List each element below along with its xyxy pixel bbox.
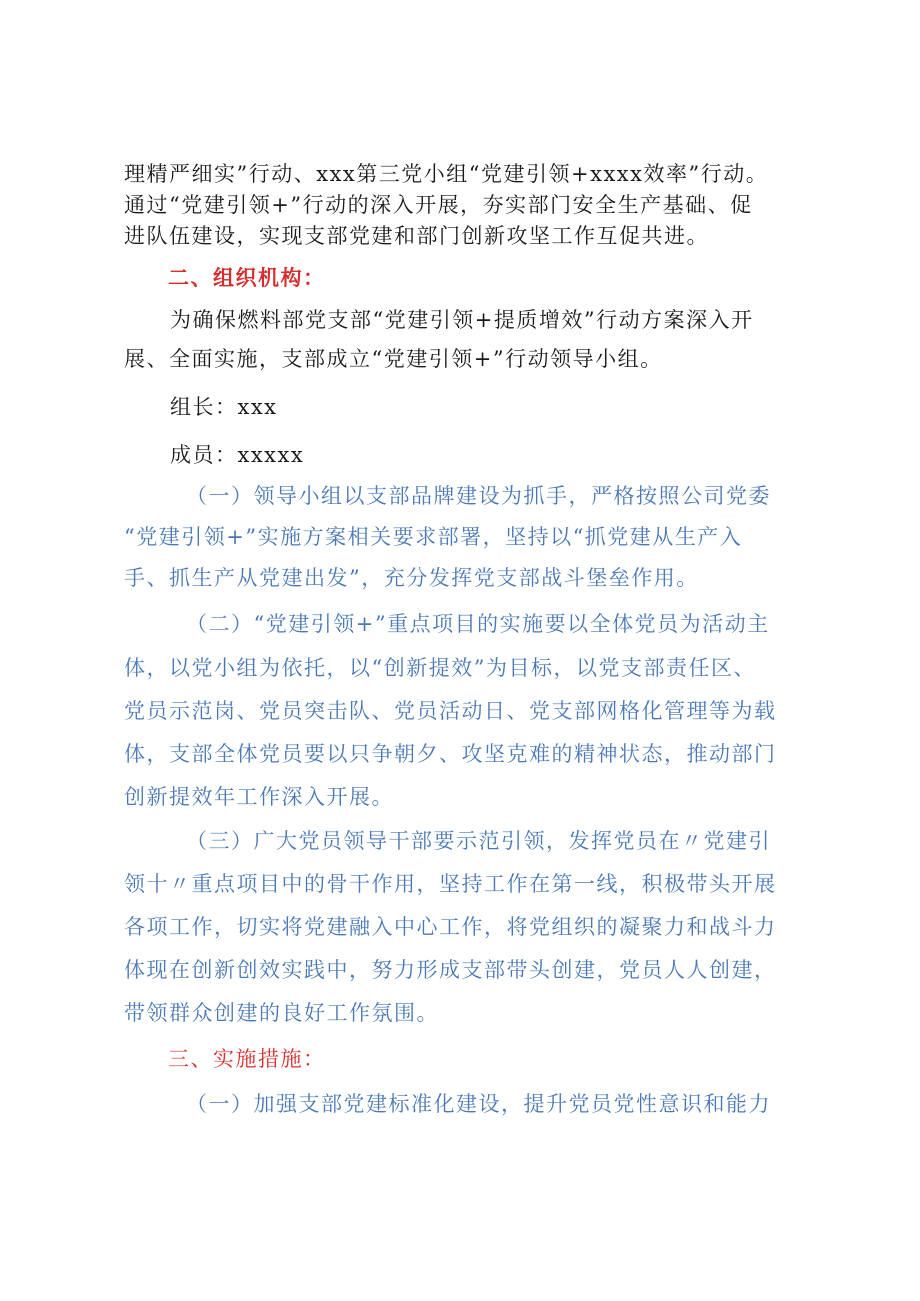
org-item-3-line-5: 带领群众创建的良好工作氛围。 — [124, 1001, 439, 1025]
intro-line-1: 理精严细实”行动、xxx第三党小组“党建引领+xxxx效率”行动。 — [124, 162, 769, 186]
org-item-1-line-1: （一）领导小组以支部品牌建设为抓手，严格按照公司党委 — [186, 484, 771, 508]
org-item-2-line-5: 创新提效年工作深入开展。 — [124, 785, 394, 809]
org-para-line-2: 展、全面实施，支部成立“党建引领+”行动领导小组。 — [124, 347, 663, 371]
measures-item-1-line-1: （一）加强支部党建标准化建设，提升党员党性意识和能力 — [186, 1092, 771, 1116]
org-item-2-line-3: 党员示范岗、党员突击队、党员活动日、党支部网格化管理等为载 — [124, 699, 777, 723]
section-heading-organization: 二、组织机构： — [168, 266, 326, 290]
org-item-3-line-3: 各项工作，切实将党建融入中心工作，将党组织的凝聚力和战斗力 — [124, 915, 777, 939]
org-item-2-line-1: （二）“党建引领+”重点项目的实施要以全体党员为活动主 — [186, 612, 770, 636]
org-item-3-line-2: 领十〃重点项目中的骨干作用，坚持工作在第一线，积极带头开展 — [124, 872, 777, 896]
org-item-1-line-2: “党建引领+”实施方案相关要求部署，坚持以“抓党建从生产入 — [124, 525, 743, 549]
org-item-3-line-4: 体现在创新创效实践中，努力形成支部带头创建，党员人人创建， — [124, 958, 777, 982]
org-item-1-line-3: 手、抓生产从党建出发”，充分发挥党支部战斗堡垒作用。 — [124, 566, 699, 590]
org-item-2-line-4: 体，支部全体党员要以只争朝夕、攻坚克难的精神状态，推动部门 — [124, 742, 777, 766]
section-heading-measures: 三、实施措施： — [168, 1047, 326, 1071]
org-item-3-line-1: （三）广大党员领导干部要示范引领，发挥党员在〃党建引 — [186, 829, 771, 853]
org-item-2-line-2: 体，以党小组为依托，以“创新提效”为目标，以党支部责任区、 — [124, 656, 756, 680]
org-para-line-1: 为确保燃料部党支部“党建引领+提质增效”行动方案深入开 — [170, 308, 754, 332]
intro-line-3: 进队伍建设，实现支部党建和部门创新攻坚工作互促共进。 — [124, 224, 709, 248]
intro-line-2: 通过“党建引领+”行动的深入开展，夯实部门安全生产基础、促 — [124, 193, 753, 217]
group-leader: 组长：xxx — [170, 395, 278, 419]
group-members: 成员：xxxxx — [170, 443, 305, 467]
